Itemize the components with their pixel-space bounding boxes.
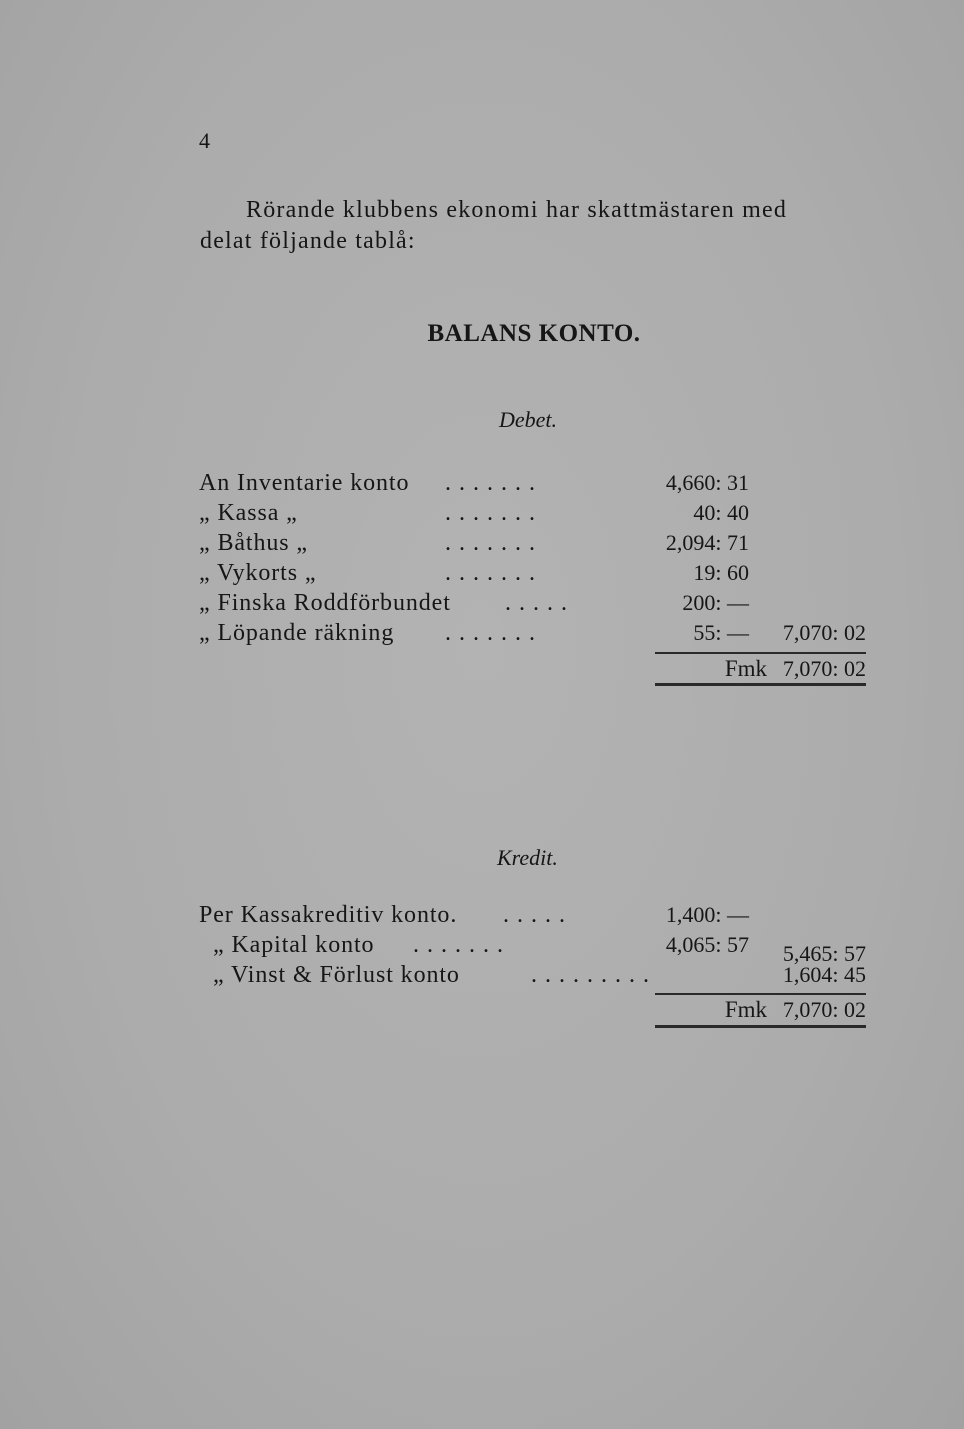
row-leader-dots: ..... [503, 902, 573, 928]
row-label: „ Vykorts „ [199, 560, 317, 586]
row-total: 1,604: 45 [782, 962, 866, 987]
double-rule-upper [655, 683, 866, 686]
row-leader-dots: ....... [445, 560, 543, 586]
sum-rule [655, 993, 866, 995]
row-leader-dots: ......... [531, 962, 657, 988]
row-amount: 1,400: — [665, 902, 749, 927]
row-leader-dots: ..... [505, 590, 575, 616]
page-number: 4 [199, 128, 210, 153]
row-amount: 4,660: 31 [665, 470, 749, 495]
sum-total: 7,070: 02 [782, 656, 866, 681]
row-label: „ Vinst & Förlust konto [213, 962, 460, 988]
row-leader-dots: ....... [445, 500, 543, 526]
row-label: „ Löpande räkning [199, 620, 395, 646]
row-amount: 55: — [693, 620, 749, 645]
row-amount: 200: — [682, 590, 749, 615]
kredit-sum-row [655, 997, 866, 1027]
intro-line-2: delat följande tablå: [200, 228, 416, 254]
row-leader-dots: ....... [445, 470, 543, 496]
debet-sum-row [655, 656, 866, 686]
row-leader-dots: ....... [445, 530, 543, 556]
row-amount: 2,094: 71 [665, 530, 749, 555]
row-label: „ Kassa „ [199, 500, 298, 526]
sum-currency: Fmk [724, 997, 767, 1022]
sum-total: 7,070: 02 [782, 997, 866, 1022]
row-label: Per Kassakreditiv konto. [199, 902, 458, 928]
sum-rule [655, 652, 866, 654]
kredit-heading: Kredit. [497, 845, 558, 870]
double-rule-upper [655, 1025, 866, 1028]
row-total: 5,465: 57 [782, 941, 866, 966]
row-leader-dots: ....... [445, 620, 543, 646]
row-label: „ Båthus „ [199, 530, 308, 556]
row-total: 7,070: 02 [782, 620, 866, 645]
row-label: An Inventarie konto [199, 470, 410, 496]
debet-heading: Debet. [499, 407, 558, 432]
row-label: „ Finska Roddförbundet [199, 590, 451, 616]
intro-line-1: Rörande klubbens ekonomi har skattmästaren med [246, 197, 788, 223]
balance-heading: BALANS KONTO. [427, 320, 641, 347]
sum-currency: Fmk [724, 656, 767, 681]
row-leader-dots: ....... [413, 932, 511, 958]
row-label: „ Kapital konto [213, 932, 375, 958]
row-amount: 4,065: 57 [665, 932, 749, 957]
row-amount: 19: 60 [693, 560, 749, 585]
row-amount: 40: 40 [693, 500, 749, 525]
